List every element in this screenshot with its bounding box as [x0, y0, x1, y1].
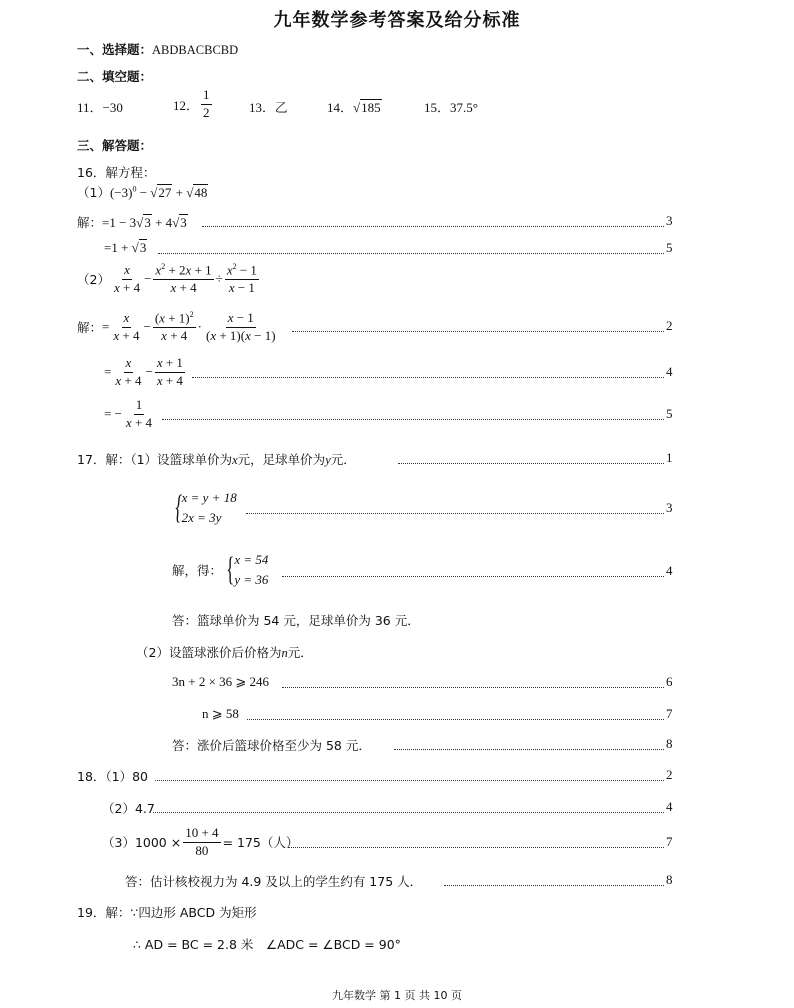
q19-line2: ∴ AD = BC = 2.8 米 ∠ADC = ∠BCD = 90°: [133, 937, 401, 952]
dot-leader: [158, 253, 664, 254]
q14: [327, 97, 382, 116]
q17-solve-label: 解，得：: [172, 562, 223, 578]
q16-jie-2: 解：: [77, 320, 103, 336]
q17-part2-text: （2）设篮球涨价后价格为: [136, 645, 282, 660]
brace-icon: {: [175, 488, 183, 526]
q17-eq2: 2x = 3y: [181, 509, 222, 525]
score: 4: [666, 364, 673, 379]
dot-leader: [444, 885, 664, 886]
score: 8: [666, 736, 673, 751]
dot-leader: [247, 719, 664, 720]
q18-part3: [102, 826, 298, 859]
q11: [77, 97, 123, 116]
dot-leader: [162, 419, 664, 420]
dot-leader: [202, 226, 664, 227]
q18-part1: 18．（1）80: [77, 769, 149, 784]
dot-leader: [246, 513, 664, 514]
q19-line1: 19．解：∵四边形 ABCD 为矩形: [77, 905, 257, 920]
dot-leader: [292, 331, 664, 332]
score: 5: [666, 406, 673, 421]
q18-result: = 175（人）: [222, 835, 299, 851]
q17-end-text: 元．: [330, 452, 356, 467]
dot-leader: [282, 576, 664, 577]
q18-part3-label: （3）1000 ×: [102, 835, 182, 851]
score: 1: [666, 450, 673, 465]
page-title: 九年数学参考答案及给分标准: [273, 10, 521, 31]
q16-step4: = $\frac{x}{x + 4}$ − $\frac{x + 1}{x + 4}$: [104, 355, 183, 388]
q17-intro-text: 17．解：（1）设篮球单价为: [77, 452, 233, 467]
q17-intro: [77, 450, 356, 468]
q15: [424, 97, 478, 116]
q17-var-y: y: [325, 453, 331, 467]
choice-answers: ABDBACBCBD: [152, 43, 239, 57]
score: 8: [666, 872, 673, 887]
section-choice-heading: 一、选择题：: [77, 42, 153, 57]
section-solve-heading: 三、解答题：: [77, 138, 153, 153]
q13-answer: 乙: [275, 100, 288, 115]
dot-leader: [153, 812, 664, 813]
page-footer: 九年数学 第 1 页 共 10 页: [332, 989, 462, 1002]
q14-answer: 185: [361, 100, 381, 115]
score: 2: [666, 767, 673, 782]
dot-leader: [155, 780, 664, 781]
q16-part2: （2） $\frac{x}{x + 4}$ − $\frac{x^2 + 2x + 1}{x + 4}$ ÷ $\frac{x^2 - 1}{x - 1}$: [77, 261, 257, 296]
q18-numerator: 10 + 4: [183, 826, 220, 843]
score: 7: [666, 834, 673, 849]
q12: [173, 88, 214, 121]
q17-ineq: 3n + 2 × 36 ⩾ 246: [172, 674, 270, 689]
score: 6: [666, 674, 673, 689]
q16-step3: 解： = $\frac{x}{x + 4}$ − $\frac{(x + 1)^2}{x + 4}$ · $\frac{x - 1}{(x + 1)(x - 1)}$: [77, 309, 276, 344]
q17-solution: [172, 550, 268, 589]
dot-leader: [288, 847, 664, 848]
q17-eq1: x = y + 18: [181, 490, 237, 505]
score: 7: [666, 706, 673, 721]
q18-denominator: 80: [195, 842, 209, 858]
sqrt-icon: √: [353, 100, 361, 115]
q17-result: n ⩾ 58: [202, 706, 239, 721]
dot-leader: [394, 749, 664, 750]
q16-step5: = − $\frac{1}{x + 4}$: [104, 397, 153, 430]
q17-sol1: x = 54: [234, 552, 269, 567]
score: 3: [666, 213, 673, 228]
dot-leader: [282, 687, 664, 688]
q16-jie-1: 解：: [77, 215, 103, 230]
brace-icon: {: [226, 550, 235, 588]
q15-answer: 37.5°: [450, 100, 478, 115]
q13: [249, 97, 288, 116]
q11-answer: −30: [102, 100, 123, 115]
q16-step2: =1 + √3: [104, 240, 147, 255]
q12-number: 12．: [173, 97, 200, 113]
score: 2: [666, 318, 673, 333]
q17-sol2: y = 36: [234, 571, 269, 587]
q12-denominator: 2: [203, 104, 210, 120]
q17-mid-text: 元，足球单价为: [237, 452, 326, 467]
dot-leader: [192, 377, 664, 378]
q17-system: [172, 488, 237, 527]
q17-answer1: 答：篮球单价为 54 元，足球单价为 36 元．: [172, 613, 420, 628]
section-choice: [77, 40, 238, 58]
score: 3: [666, 500, 673, 515]
q11-number: 11．: [77, 100, 103, 115]
q16-part1-label: （1）: [77, 185, 110, 200]
q16-step1: 解：=1 − 3√3 + 4√3: [77, 215, 187, 230]
q12-numerator: 1: [201, 88, 212, 105]
score: 5: [666, 240, 673, 255]
score: 4: [666, 563, 673, 578]
q15-number: 15．: [424, 100, 451, 115]
q16-label: 16．解方程：: [77, 165, 156, 180]
q18-answer: 答：估计核校视力为 4.9 及以上的学生约有 175 人．: [125, 874, 423, 889]
dot-leader: [398, 463, 664, 464]
q17-part2: [136, 643, 313, 661]
q17-var-x: x: [232, 453, 238, 467]
q16-part2-label: （2）: [77, 272, 110, 288]
q14-number: 14．: [327, 100, 354, 115]
q17-answer2: 答：涨价后篮球价格至少为 58 元．: [172, 738, 371, 753]
score: 4: [666, 799, 673, 814]
q18-part2: （2）4.7: [102, 801, 155, 816]
q16-part1: $(1)(-3)^0 - √27 + √48$: [77, 184, 208, 200]
q17-part2-end: 元．: [287, 645, 313, 660]
section-fill-heading: 二、填空题：: [77, 69, 153, 84]
q13-number: 13．: [249, 100, 276, 115]
q17-var-n: n: [281, 646, 288, 660]
